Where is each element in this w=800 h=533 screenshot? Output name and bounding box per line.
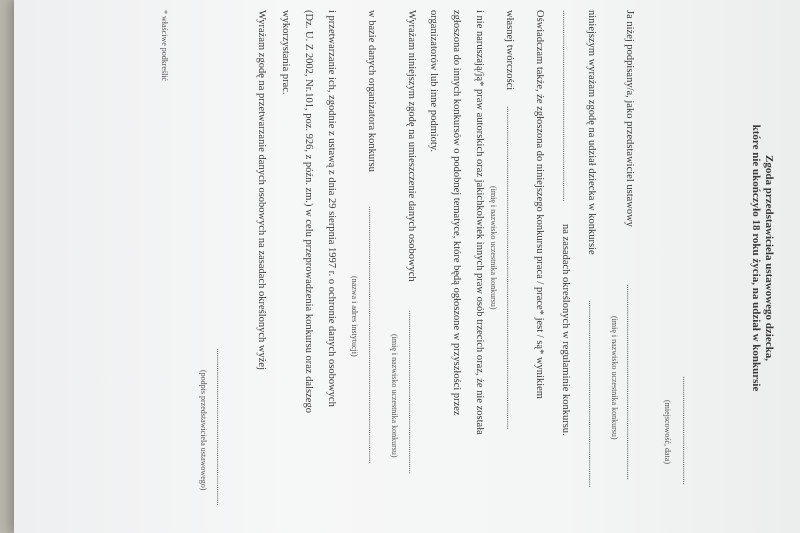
footnote: * właściwe podkreślić [160,10,169,82]
line-guardian-statement: Ja niżej podpisany/a, jako przedstawiciel ustawowy [624,10,635,227]
line-copyright: i nie naruszają/ją* praw autorskich oraz jakichkolwiek innych praw osób trzecich oraz, że nie została [474,10,485,435]
line-guardian-dots: ............................................................................................ [624,284,635,480]
signature-dots: .......................................................................... [214,348,225,506]
line-organizers: organizatorów lub inne podmioty. [428,10,439,153]
line-own-work: własnej twórczości [504,10,515,91]
line-database: w bazie danych organizatora konkursu [366,10,377,172]
caption-participant-name-1: (imię i nazwisko uczestnika konkursu) [610,316,619,440]
caption-participant-name-3: (imię i nazwisko uczestnika konkursu) [390,334,399,458]
form-title-line-2: które nie ukończyło 18 roku życia, na udział w konkursie [750,124,762,392]
line-consent-participation: niniejszym wyrażam zgodę na udział dziecka w konkursie [586,10,597,255]
line-data-consent: Wyrażam niniejszym zgodę na umieszczenie danych osobowych [406,10,417,282]
caption-institution: (nazwa i adres instytucji) [350,276,359,357]
line-data-law: i przetwarzanie ich, zgodnie z ustawą z dnia 29 sierpnia 1997 r. o ochronie danych osobowych [326,10,337,407]
consent-form [115,8,775,508]
line-journal: (Dz. U. Z 2002, Nr.101, poz. 926, z późn. zm.) w celu przeprowadzenia konkursu oraz dalszego [303,10,314,413]
line-processing-consent: Wyrażam zgodę na przetwarzanie danych osobowych na zasadach określonych wyżej [256,10,267,370]
line-consent-dots: ........................................................................................ [586,300,597,487]
line-other-contests: zgłoszona do innych konkursów o podobnej tematyce, które będą ogłoszone w przyszłości przez [451,10,462,416]
place-date-caption: (miejscowość, data) [663,400,672,464]
line-declaration: Oświadczam także, że zgłoszona do niniejszego konkursu praca / prace* jest / są* wynikiem [534,10,545,399]
signature-caption: (podpis przedstawiciela ustawowego) [199,370,208,491]
line-use-of-works: wykorzystania prac. [280,10,291,95]
line-own-work-dots: ........................................................................................................................................................ [504,106,515,429]
place-date-dots: ................................................... [680,376,691,485]
line-contest-dots: .......................................................................................... [560,10,571,202]
caption-participant-name-2: (imię i nazwisko uczestnika konkursu) [489,186,498,310]
line-contest-rules: na zasadach określonych w regulaminie konkursu. [560,224,571,436]
line-data-consent-dots: ............................................................................. [406,310,417,474]
line-database-dots: ......................................................................................................................... [366,206,377,464]
form-title-line-1: Zgoda przedstawiciela ustawowego dziecka, [763,155,775,361]
